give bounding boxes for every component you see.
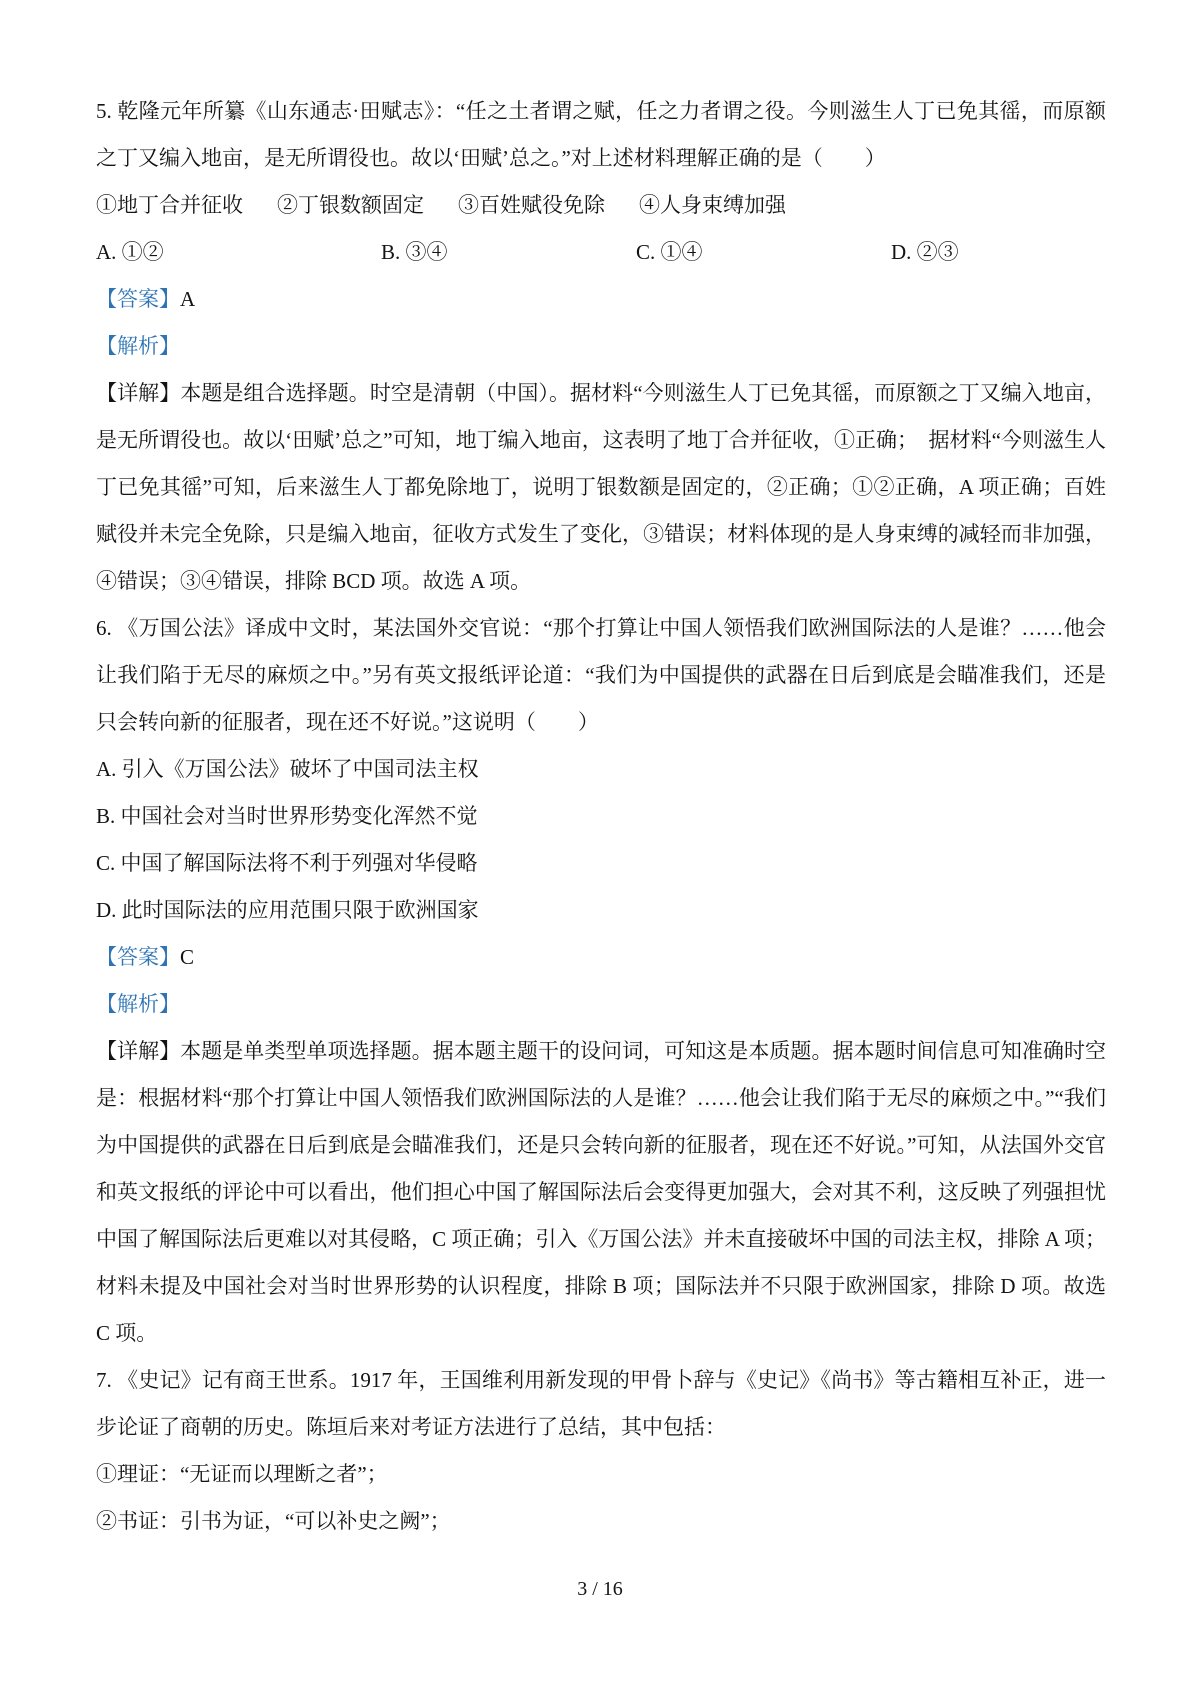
q5-option-b: B. ③④ [381, 240, 448, 264]
q6-detail-paragraph [96, 1028, 1106, 1357]
q5-answer-label: 【答案】 [96, 287, 180, 311]
q5-detail-text: 本题是组合选择题。时空是清朝（中国）。据材料“今则滋生人丁已免其徭，而原额之丁又编入地亩，是无所谓役也。故以‘田赋’总之”可知，地丁编入地亩，这表明了地丁合并征收，①正确； 据材料“今则滋生人丁已免其徭”可知，后来滋生人丁都免除地丁，说明丁银数额是固定的，②正确；①②正确，A 项正确；百姓赋役并未完全免除，只是编入地亩，征收方式发生了变化，③错误；材料体现的是人身束缚的减轻而非加强，④错误；③④错误，排除 BCD 项。故选 A 项。 [96, 381, 1106, 593]
q7-item-2: ②书证：引书为证，“可以补史之阙”； [96, 1509, 451, 1533]
question-5-options [96, 229, 1106, 276]
q6-option-c: C. 中国了解国际法将不利于列强对华侵略 [96, 851, 478, 875]
question-7-stem: 7. 《史记》记有商王世系。1917 年，王国维利用新发现的甲骨卜辞与《史记》《尚书》等古籍相互补正，进一步论证了商朝的历史。陈垣后来对考证方法进行了总结，其中包括： [96, 1368, 1106, 1439]
q6-option-d: D. 此时国际法的应用范围只限于欧洲国家 [96, 898, 479, 922]
q5-statement-1: ①地丁合并征收 [96, 193, 243, 217]
q6-analysis-line [96, 981, 1106, 1028]
q5-statement-2: ②丁银数额固定 [277, 193, 424, 217]
q6-analysis-label: 【解析】 [96, 992, 180, 1016]
q5-option-d: D. ②③ [891, 240, 959, 264]
q6-detail-text: 本题是单类型单项选择题。据本题主题干的设问词，可知这是本质题。据本题时间信息可知准确时空是：根据材料“那个打算让中国人领悟我们欧洲国际法的人是谁？……他会让我们陷于无尽的麻烦之中。”“我们为中国提供的武器在日后到底是会瞄准我们，还是只会转向新的征服者，现在还不好说。”可知，从法国外交官和英文报纸的评论中可以看出，他们担心中国了解国际法后会变得更加强大，会对其不利，这反映了列强担忧中国了解国际法后更难以对其侵略，C 项正确；引入《万国公法》并未直接破坏中国的司法主权，排除 A 项；材料未提及中国社会对当时世界形势的认识程度，排除 B 项；国际法并不只限于欧洲国家，排除 D 项。故选 C 项。 [96, 1039, 1106, 1345]
page-number: 3 / 16 [577, 1578, 623, 1600]
q5-analysis-label: 【解析】 [96, 334, 180, 358]
q6-answer-label: 【答案】 [96, 945, 180, 969]
q5-detail-label: 【详解】 [96, 381, 181, 405]
q6-answer-line [96, 934, 1106, 981]
q7-item-1: ①理证：“无证而以理断之者”； [96, 1462, 388, 1486]
q5-answer-value: A [180, 287, 196, 311]
exam-content [96, 88, 1106, 1545]
q5-option-c: C. ①④ [636, 240, 703, 264]
q5-detail-paragraph [96, 370, 1106, 605]
q5-statement-4: ④人身束缚加强 [639, 193, 786, 217]
question-6-stem: 6. 《万国公法》译成中文时，某法国外交官说：“那个打算让中国人领悟我们欧洲国际法的人是谁？……他会让我们陷于无尽的麻烦之中。”另有英文报纸评论道：“我们为中国提供的武器在日后到底是会瞄准我们，还是只会转向新的征服者，现在还不好说。”这说明（ ） [96, 616, 1106, 734]
q6-option-b: B. 中国社会对当时世界形势变化浑然不觉 [96, 804, 478, 828]
q5-option-a: A. ①② [96, 240, 164, 264]
q5-answer-line [96, 276, 1106, 323]
q5-analysis-line [96, 323, 1106, 370]
q6-answer-value: C [180, 945, 195, 969]
q6-detail-label: 【详解】 [96, 1039, 181, 1063]
q6-option-a: A. 引入《万国公法》破坏了中国司法主权 [96, 757, 479, 781]
question-5-stem: 5. 乾隆元年所纂《山东通志·田赋志》：“任之土者谓之赋，任之力者谓之役。今则滋生人丁已免其徭，而原额之丁又编入地亩，是无所谓役也。故以‘田赋’总之。”对上述材料理解正确的是（ ） [96, 99, 1106, 170]
q5-statement-3: ③百姓赋役免除 [458, 193, 605, 217]
question-5-statements [96, 182, 1106, 229]
